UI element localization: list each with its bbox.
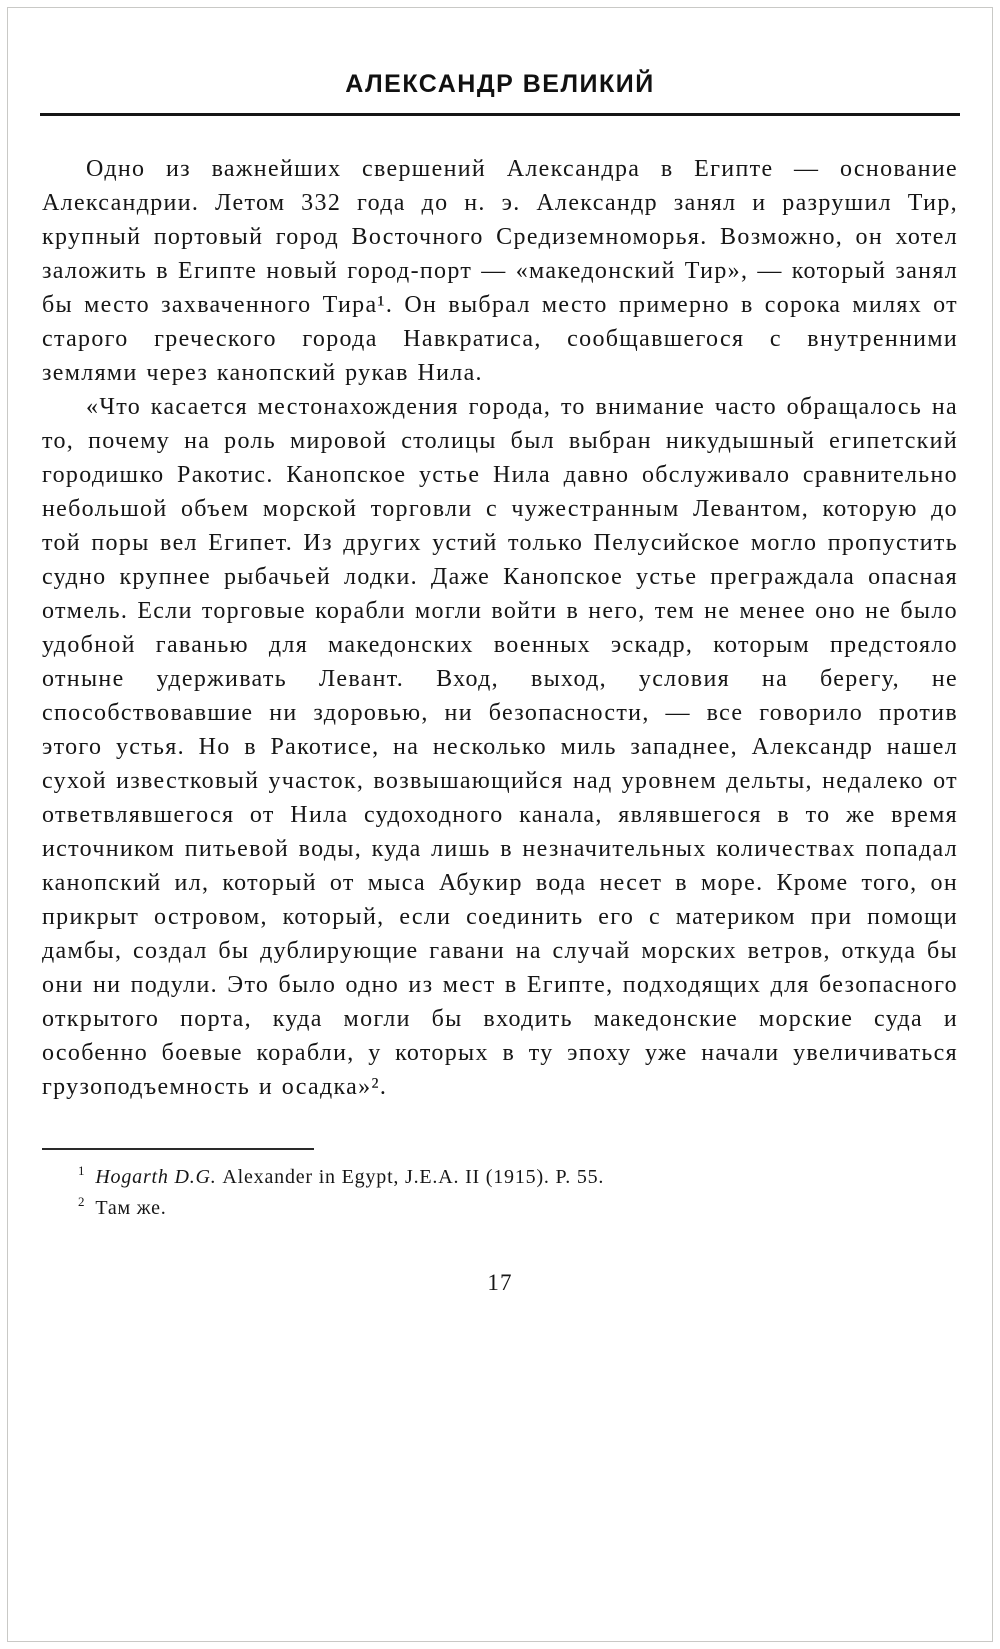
paragraph: «Что касается местонахождения города, то внимание часто обращалось на то, почему на роль мировой столицы был выбран никудышный египетский городишко Ракотис. Канопское устье Нила давно обслуживало сравнительно небольшой объем морской торговли с чужестранным Левантом, которую до той поры вел Египет. Из других устий только Пелусийское могло пропустить судно крупнее рыбачьей лодки. Даже Канопское устье преграждала опасная отмель. Если торговые корабли могли войти в него, тем не менее оно не было удобной гаванью для македонских военных эскадр, которым предстояло отныне удерживать Левант. Вход, выход, условия на берегу, не способствовавшие ни здоровью, ни безопасности, — все говорило против этого устья. Но в Ракотисе, на несколько миль западнее, Александр нашел сухой известковый участок, возвышающийся над уровнем дельты, недалеко от ответвлявшегося от Нила судоходного канала, являвшегося в то же время источником питьевой воды, куда лишь в незначительных количествах попадал канопский ил, который от мыса Абукир вода несет в море. Кроме того, он прикрыт островом, который, если соединить его с материком при помощи дамбы, создал бы дублирующие гавани на случай морских ветров, откуда бы они ни подули. Это было одно из мест в Египте, подходящих для безопасного открытого порта, куда могли бы входить македонские морские суда и особенно боевые корабли, у которых в ту эпоху уже начали увеличиваться грузоподъемность и осадка»². xyxy=(42,394,958,1100)
paragraph: Одно из важнейших свершений Александра в Египте — основание Александрии. Летом 332 года до н. э. Александр занял и разрушил Тир, крупный портовый город Восточного Средиземноморья. Возможно, он хотел заложить в Египте новый город-порт — «македонский Тир», — который занял бы место захваченного Тира¹. Он выбрал место примерно в сорока милях от старого греческого города Навкратиса, сообщавшегося с внутренними землями через канопский рукав Нила. xyxy=(42,156,958,386)
chapter-title: АЛЕКСАНДР ВЕЛИКИЙ xyxy=(345,70,655,98)
footnote xyxy=(42,1193,958,1224)
footnote-rule xyxy=(42,1148,314,1150)
footnote-text: Там же. xyxy=(95,1197,167,1219)
page-number: 17 xyxy=(487,1270,513,1295)
footnote-block xyxy=(42,1148,958,1224)
footnote-marker: 1 xyxy=(78,1163,86,1179)
body-text xyxy=(42,116,958,1104)
footnote-text: Alexander in Egypt, J.E.A. II (1915). P. 55. xyxy=(222,1166,605,1188)
footnote xyxy=(42,1162,958,1193)
footnote-author: Hogarth D.G. xyxy=(95,1166,217,1188)
footnote-marker: 2 xyxy=(78,1194,86,1210)
footnotes xyxy=(42,1162,958,1224)
